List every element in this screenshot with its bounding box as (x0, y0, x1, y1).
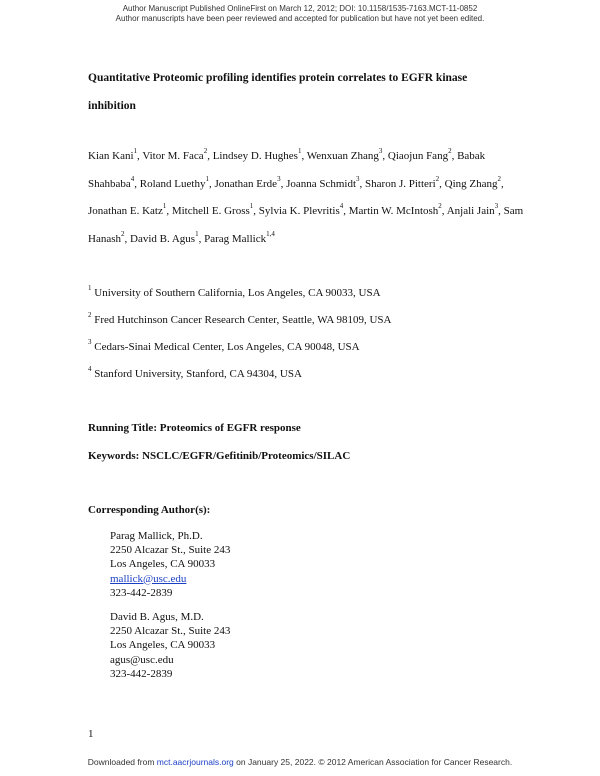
author: Parag Mallick$^{1,4}$ (204, 229, 275, 245)
corresponding-author-heading: Corresponding Author(s): (88, 504, 211, 516)
contact-name: David B. Agus, M.D. (110, 611, 204, 623)
contact-email: agus@usc.edu (110, 653, 174, 666)
author: Wenxuan Zhang$^3$ (306, 147, 383, 162)
contact-block (110, 529, 230, 600)
contact-street: 2250 Alcazar St., Suite 243 (110, 625, 231, 638)
author: Jonathan Erde$^3$ (214, 174, 281, 190)
author: Lindsey D. Hughes$^1$ (212, 147, 302, 162)
contact-phone: 323-442-2839 (110, 667, 173, 680)
paper-title-line-2: inhibition (88, 100, 136, 112)
author: Mitchell E. Gross$^1$ (171, 202, 254, 217)
download-footer: Downloaded from mct.aacrjournals.org on January 25, 2022. © 2012 American Association for Cancer Research. (87, 757, 513, 767)
author: Martin W. McIntosh$^2$ (348, 202, 442, 217)
author: Vitor M. Faca$^2$ (142, 147, 208, 162)
affiliation: $^4$ Stanford University, Stanford, CA 94304, USA (88, 365, 302, 380)
affiliation: $^2$ Fred Hutchinson Cancer Research Center, Seattle, WA 98109, USA (88, 311, 392, 326)
author: Roland Luethy$^1$ (139, 174, 209, 190)
keywords: Keywords: NSCLC/EGFR/Gefitinib/Proteomics/SILAC (88, 450, 351, 462)
contact-city: Los Angeles, CA 90033 (110, 639, 216, 652)
affiliation: $^1$ University of Southern California, Los Angeles, CA 90033, USA (88, 284, 381, 299)
author: Babak Shahbaba$^4$ (88, 150, 486, 190)
contact-name: Parag Mallick, Ph.D. (110, 530, 203, 542)
page-number: 1 (88, 728, 94, 740)
manuscript-header-line-2: Author manuscripts have been peer reviewed and accepted for publication but have not yet been edited. (115, 14, 485, 23)
contact-street: 2250 Alcazar St., Suite 243 (110, 544, 231, 557)
author: Joanna Schmidt$^3$ (286, 174, 360, 190)
author: Sylvia K. Plevritis$^4$ (258, 202, 344, 217)
contact-block (110, 610, 230, 681)
author-list: Kian Kani$^1$, Vitor M. Faca$^2$, Lindsey D. Hughes$^1$, Wenxuan Zhang$^3$, Qiaojun Fang$^2$, Babak Shahbaba$^4$, Roland Luethy$^1$, Jonathan Erde$^3$, Joanna Schmidt$^3$, Sharon J. Pitteri$^2$, Qing Zhang$^2$, Jonathan E. Katz$^1$, Mitchell E. Gross$^1$, Sylvia K. Plevritis$^4$, Martin W. McIntosh$^2$, Anjali Jain$^3$, Sam Hanash$^2$, David B. Agus$^1$, Parag Mallick$^{1,4}$ (88, 147, 524, 245)
author: Sam Hanash$^2$ (88, 205, 524, 245)
author: Anjali Jain$^3$ (446, 202, 499, 217)
contact-phone: 323-442-2839 (110, 586, 173, 599)
journal-link[interactable]: mct.aacrjournals.org (156, 757, 234, 767)
affiliation: $^3$ Cedars-Sinai Medical Center, Los Angeles, CA 90048, USA (88, 338, 360, 353)
running-title: Running Title: Proteomics of EGFR response (88, 422, 301, 434)
author: Qing Zhang$^2$ (444, 174, 501, 190)
author: Sharon J. Pitteri$^2$ (365, 174, 440, 190)
paper-title-line-1: Quantitative Proteomic profiling identifies protein correlates to EGFR kinase (88, 72, 468, 84)
author: Jonathan E. Katz$^1$ (88, 202, 167, 217)
author: David B. Agus$^1$ (130, 229, 199, 245)
author: Qiaojun Fang$^2$ (387, 147, 452, 162)
author: Kian Kani$^1$ (88, 147, 138, 162)
contact-email-link[interactable]: mallick@usc.edu (110, 572, 187, 585)
contact-city: Los Angeles, CA 90033 (110, 558, 216, 571)
manuscript-header-line-1: Author Manuscript Published OnlineFirst on March 12, 2012; DOI: 10.1158/1535-7163.MCT-11-0852 (122, 4, 478, 13)
